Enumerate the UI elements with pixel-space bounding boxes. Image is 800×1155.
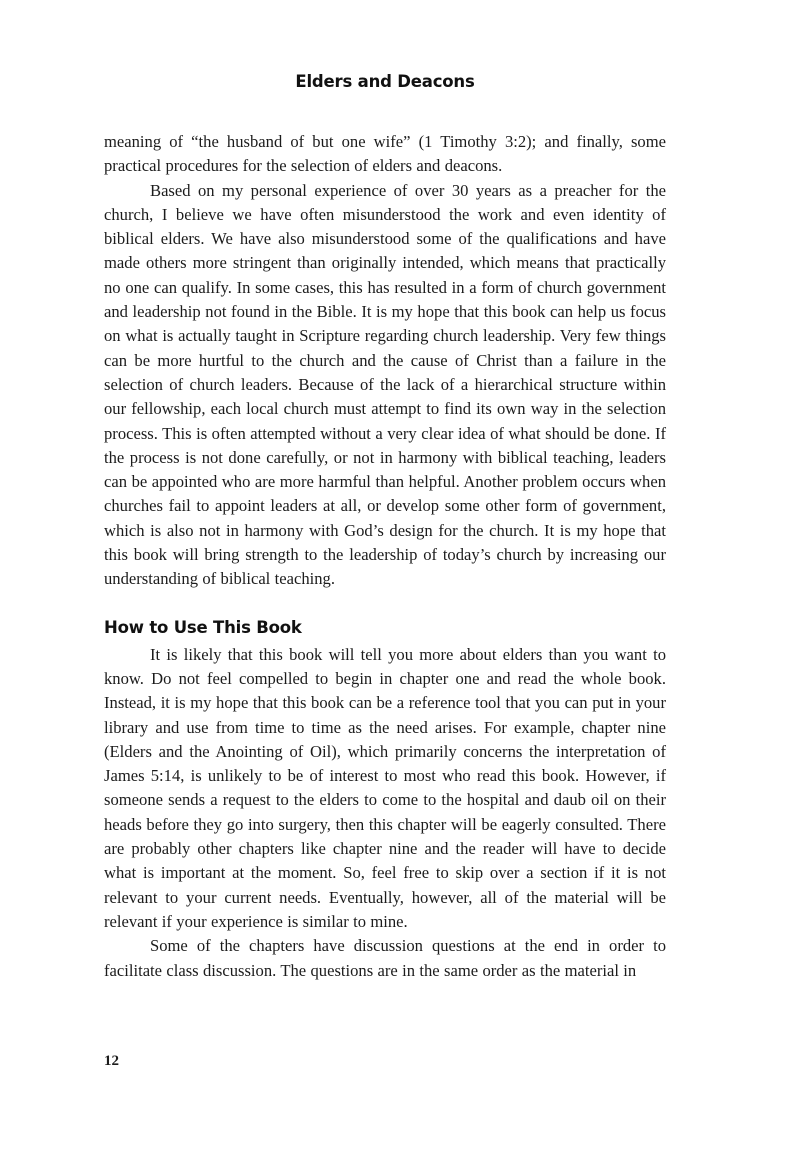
paragraph-discussion-questions: Some of the chapters have discussion questions at the end in order to facilitate class discussion. The questions are in the same order as the material in — [104, 936, 666, 980]
section-heading-how-to-use-this-book: How to Use This Book — [104, 617, 302, 637]
paragraph-based-on-experience: Based on my personal experience of over 30 years as a preacher for the church, I believe we have often misunderstood the work and even identity of biblical elders. We have also misunderstood some of the qualifications and have made others more stringent than originally intended, which means that practically no one can qualify. In some cases, this has resulted in a form of church government and leadership not found in the Bible. It is my hope that this book can help us focus on what is actually taught in Scripture regarding church leadership. Very few things can be more hurtful to the church and the cause of Christ than a failure in the selection of church leaders. Because of the lack of a hierarchical structure within our fellowship, each local church must attempt to find its own way in the selection process. This is often attempted without a very clear idea of what should be done. If the process is not done carefully, or not in harmony with biblical teaching, leaders can be appointed who are more harmful than helpful. Another problem occurs when churches fail to appoint leaders at all, or develop some other form of government, which is also not in harmony with God’s design for the church. It is my hope that this book will bring strength to the leadership of today’s church by increasing our understanding of biblical teaching. — [104, 180, 666, 589]
page-number: 12 — [104, 1053, 119, 1069]
paragraph-likely-tell-you: It is likely that this book will tell you more about elders than you want to know. Do not feel compelled to begin in chapter one and read the whole book. Instead, it is my hope that this book can be a reference tool that you can put in your library and use from time to time as the need arises. For example, chapter nine (Elders and the Anointing of Oil), which primarily concerns the interpretation of James 5:14, is unlikely to be of interest to most who read this book. However, if someone sends a request to the elders to come to the hospital and daub oil on their heads before they go into surgery, then this chapter will be eagerly consulted. There are probably other chapters like chapter nine and the reader will have to decide what is important at the moment. So, feel free to skip over a section if it is not relevant to your current needs. Eventually, however, all of the material will be relevant if your experience is similar to mine. — [104, 644, 666, 931]
text-column — [104, 130, 666, 983]
paragraph-continuation: meaning of “the husband of but one wife” (1 Timothy 3:2); and finally, some practical procedures for the selection of elders and deacons. — [104, 132, 666, 176]
running-head: Elders and Deacons — [295, 72, 475, 91]
